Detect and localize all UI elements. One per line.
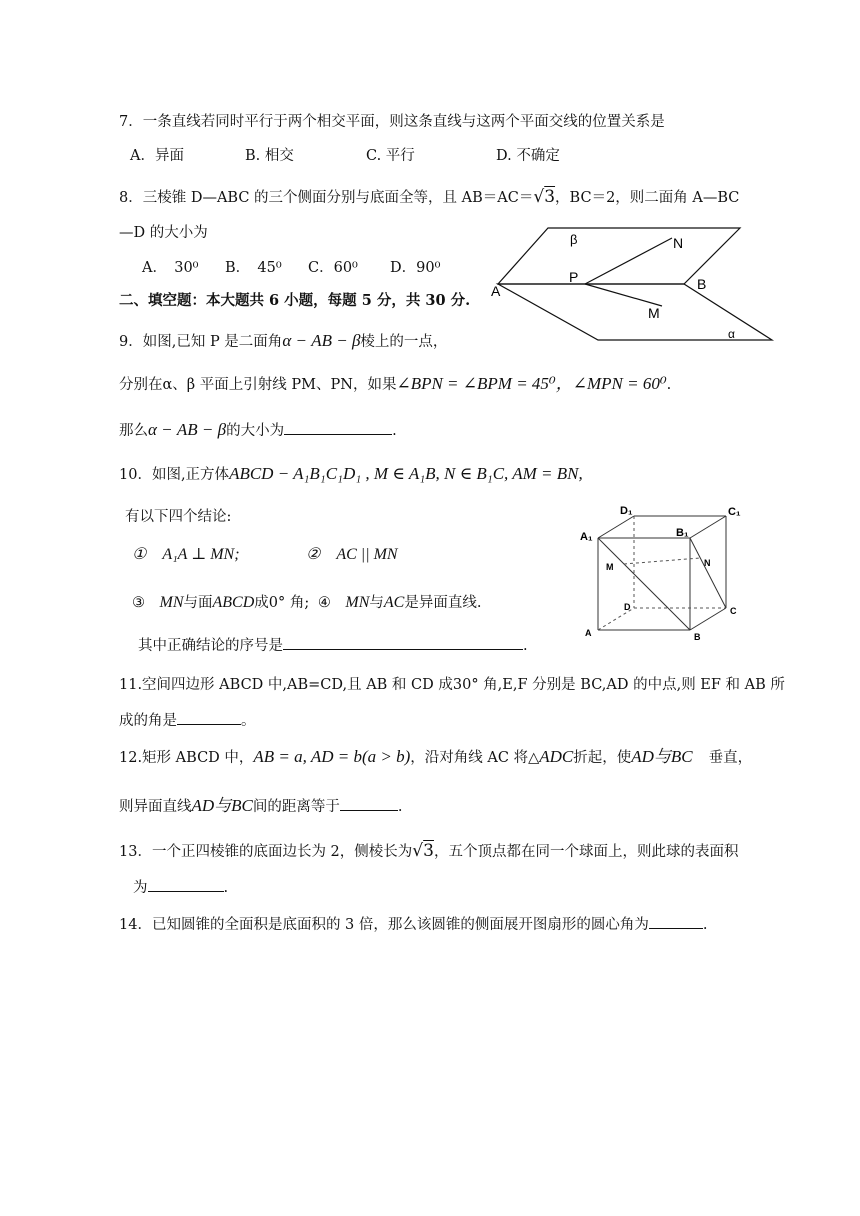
q9-line3 [119,420,397,441]
q9-dihedral-expr: α − AB − β [282,331,361,350]
q10-answer-blank[interactable] [283,635,523,650]
q12-end-period: . [397,799,403,815]
q7-option-d: D. 不确定 [496,148,560,164]
q8-sqrt: √3 [533,187,556,207]
q14-answer-blank[interactable] [649,914,703,929]
q12-ad-bc: AD与BC [631,747,693,766]
cube-label-a: A [585,628,592,638]
q13-line1 [119,841,738,862]
q10-ask [138,635,528,656]
q14-line [119,914,708,935]
q10-c3-end: 成0° 角; [254,595,310,611]
q9-condition: ∠BPN = ∠BPM = 45⁰，∠MPN = 60⁰ [396,374,667,393]
label-m: M [648,305,660,321]
label-alpha: α [728,327,735,341]
q11-line2 [119,710,256,731]
q8-sqrt-value: 3 [544,187,556,207]
edge-b1c1 [690,516,726,538]
q10-c3-mn: MN [159,594,184,611]
q14-text: 14．已知圆锥的全面积是底面积的 3 倍，那么该圆锥的侧面展开图扇形的圆心角为 [119,917,649,933]
q8-option-b: B． 45⁰ [225,260,282,276]
q12-expr: AB = a, AD = b(a > b) [253,747,411,766]
q13-sqrt-value: 3 [423,841,434,861]
q9-answer-blank[interactable] [284,420,392,435]
q10-line1-text-a: 10．如图,正方体 [119,467,230,483]
q10-ask-text: 其中正确结论的序号是 [138,638,283,654]
q7-stem: 7．一条直线若同时平行于两个相交平面，则这条直线与这两个平面交线的位置关系是 [119,114,665,130]
cube-label-c: C [730,606,737,616]
q13-text-a: 13．一个正四棱锥的底面边长为 2，侧棱长为 [119,844,413,860]
cube-label-a1: A₁ [580,531,593,543]
q11-line2-text: 成的角是 [119,713,177,729]
q12-triangle: ADC [539,747,574,766]
q13-line2 [133,877,228,898]
q8-option-d: D．90⁰ [390,260,441,276]
segment-mn [624,558,700,564]
q12-line1 [119,747,752,768]
diagonal-b1c [690,538,726,608]
q12-answer-blank[interactable] [340,796,398,811]
q9-line1-text-a: 9．如图,已知 P 是二面角 [119,334,283,350]
q12-text-e: 折起，使 [573,750,632,766]
q7-option-c: C. 平行 [366,148,415,164]
q12-text-c: ，沿对角线 AC 将△ [410,750,540,766]
q13-answer-blank[interactable] [148,877,224,892]
q9-end-period: . [392,423,397,439]
q10-c4-text: 与 [369,595,384,611]
q9-line3-text-b: 的大小为 [226,423,285,439]
q10-conclusions-3-4 [132,593,481,613]
q10-line1 [119,464,583,485]
q9-line2-text: 分别在α、β 平面上引射线 PM、PN，如果 [119,377,397,393]
edge-bc [690,608,726,630]
q12-line2-text-a: 则异面直线 [119,799,192,815]
q7-option-a: A．异面 [130,148,184,164]
cube-label-n: N [704,558,711,568]
cube-label-m: M [606,562,614,572]
q11-line2-end: 。 [241,713,256,729]
q7-option-b: B. 相交 [245,148,294,164]
q10-conclusion-1: ① A₁A ⊥ MN; [132,546,240,563]
label-n: N [673,235,684,251]
q12-line2 [119,796,403,817]
label-p: P [569,269,579,285]
q9-dihedral-expr-2: α − AB − β [148,420,227,439]
q10-end-period: . [523,638,528,654]
q10-conclusion-2: ② AC || MN [306,546,398,563]
cube-label-b: B [694,632,701,642]
q13-sqrt: √3 [412,841,434,861]
dihedral-figure [488,222,778,346]
q8-line2: —D 的大小为 [119,225,208,241]
q10-c4-mn: MN [345,594,370,611]
cube-label-d1: D₁ [620,505,633,517]
q10-c4-num: ④ [317,595,346,611]
edge-d1a1 [598,516,634,538]
cube-label-c1: C₁ [728,506,741,518]
cube-label-b1: B₁ [676,527,689,539]
q8-option-c: C．60⁰ [308,260,358,276]
section-heading: 二、填空题：本大题共 6 小题，每题 5 分，共 30 分. [119,292,471,309]
ray-pn [585,238,672,284]
q10-cube-expr: ABCD − A₁B₁C₁D₁ , M ∈ A₁B, N ∈ B₁C, AM = BN, [229,464,583,483]
q9-line3-text-a: 那么 [119,423,148,439]
ray-pm [585,284,662,306]
q10-c3-abcd: ABCD [212,594,255,611]
q10-c3-num: ③ [132,595,160,611]
label-beta: β [570,232,578,247]
q8-option-a: A． 30⁰ [142,260,199,276]
cube-label-d: D [624,602,631,612]
q9-line1-text-b: 棱上的一点， [360,334,448,350]
q8-line1-text-a: 8．三棱锥 D—ABC 的三个侧面分别与底面全等，且 AB＝AC＝ [119,190,534,206]
q9-period: . [666,377,672,393]
diagonal-a1b [598,538,690,630]
q10-c4-end: 是异面直线. [404,595,482,611]
q12-text-a: 12.矩形 ABCD 中， [119,750,254,766]
q10-c4-ac: AC [383,594,405,611]
q12-ad-bc-2: AD与BC [191,796,253,815]
q11-answer-blank[interactable] [177,710,241,725]
q14-end-period: . [702,917,708,933]
q8-line1 [119,187,739,208]
q9-line1 [119,331,447,352]
cube-figure [580,504,752,648]
q11-line1: 11.空间四边形 ABCD 中,AB=CD,且 AB 和 CD 成30° 角,E,F 分别是 BC,AD 的中点,则 EF 和 AB 所 [119,677,785,693]
q9-line2 [119,374,671,395]
q10-line2: 有以下四个结论: [125,509,232,525]
q13-line2-text: 为 [133,880,148,896]
q8-line1-text-b: ，BC＝2，则二面角 A—BC [555,190,740,206]
label-b: B [697,276,707,292]
q10-c3-text: 与面 [183,595,213,611]
label-a: A [491,283,501,299]
q13-text-b: ，五个顶点都在同一个球面上，则此球的表面积 [433,844,739,860]
q12-text-g: 垂直， [708,750,753,766]
q12-line2-text-c: 间的距离等于 [252,799,340,815]
q13-end-period: . [223,880,229,896]
